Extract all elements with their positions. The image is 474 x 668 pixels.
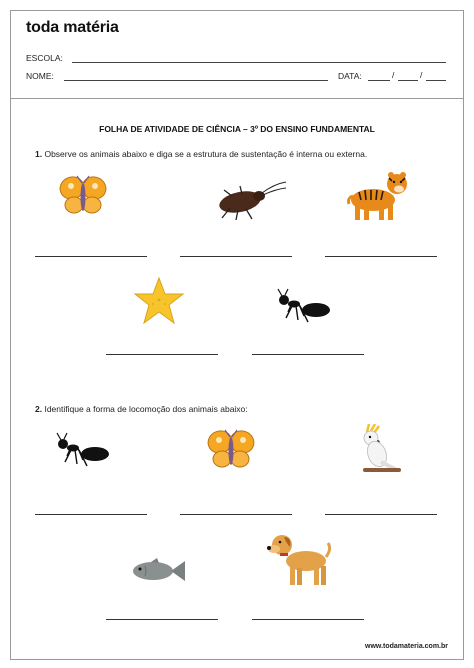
cockroach-icon <box>212 176 288 220</box>
question-1-text: Observe os animais abaixo e diga se a estrutura de sustentação é interna ou externa. <box>44 149 368 159</box>
answer-line[interactable] <box>180 256 292 257</box>
brand-logo: toda matéria <box>26 19 119 36</box>
answer-line[interactable] <box>252 619 364 620</box>
worksheet-title: FOLHA DE ATIVIDADE DE CIÊNCIA – 3º DO ENSINO FUNDAMENTAL <box>99 124 375 134</box>
answer-line[interactable] <box>325 514 437 515</box>
cockatoo-icon <box>357 424 403 476</box>
question-2 <box>35 404 248 414</box>
date-month-field[interactable] <box>398 80 418 81</box>
page-frame <box>10 10 464 660</box>
school-label: ESCOLA: <box>26 53 63 63</box>
answer-line[interactable] <box>35 256 147 257</box>
date-separator: / <box>392 70 395 80</box>
answer-line[interactable] <box>325 256 437 257</box>
answer-line[interactable] <box>252 354 364 355</box>
ant-icon <box>55 432 113 470</box>
date-day-field[interactable] <box>368 80 390 81</box>
date-label: DATA: <box>338 71 362 81</box>
header-divider <box>10 98 464 99</box>
dog-icon <box>266 533 334 587</box>
tiger-icon <box>345 170 413 222</box>
school-field[interactable] <box>72 62 446 63</box>
starfish-icon <box>133 276 185 326</box>
date-year-field[interactable] <box>426 80 446 81</box>
question-2-text: Identifique a forma de locomoção dos animais abaixo: <box>44 404 248 414</box>
name-label: NOME: <box>26 71 54 81</box>
answer-line[interactable] <box>106 354 218 355</box>
name-field[interactable] <box>64 80 328 81</box>
answer-line[interactable] <box>106 619 218 620</box>
butterfly-icon <box>58 174 108 220</box>
answer-line[interactable] <box>180 514 292 515</box>
question-1-number: 1. <box>35 149 43 159</box>
question-2-number: 2. <box>35 404 43 414</box>
butterfly-icon <box>206 428 256 474</box>
fish-icon <box>131 558 187 584</box>
footer-url[interactable]: www.todamateria.com.br <box>365 643 448 650</box>
date-separator: / <box>420 70 423 80</box>
question-1 <box>35 149 367 159</box>
answer-line[interactable] <box>35 514 147 515</box>
ant-icon <box>276 288 334 326</box>
